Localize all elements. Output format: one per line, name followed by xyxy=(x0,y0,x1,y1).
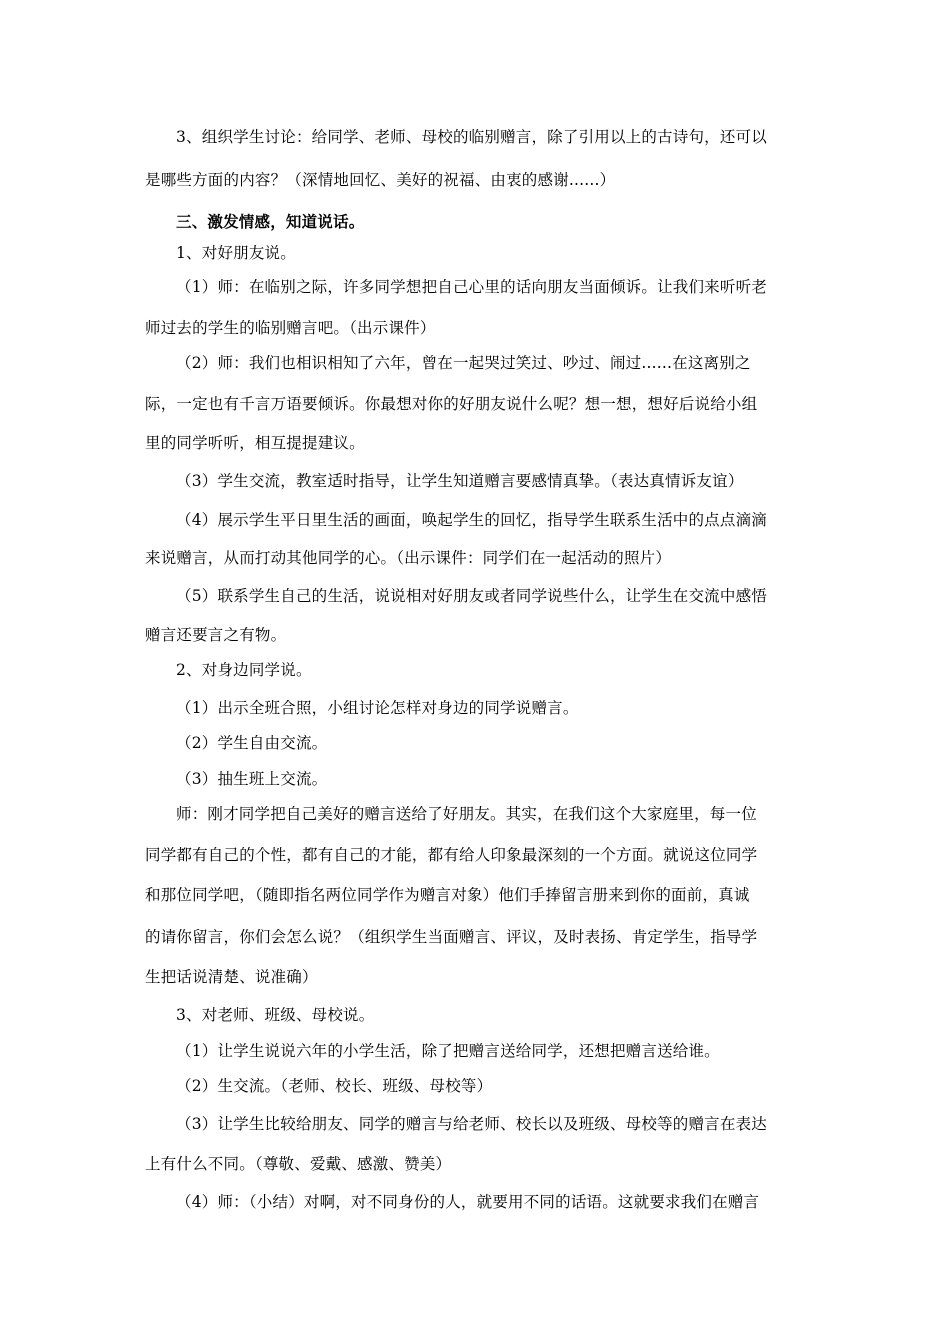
paragraph-line: 来说赠言，从而打动其他同学的心。（出示课件：同学们在一起活动的照片） xyxy=(145,549,672,567)
paragraph-line: 3、组织学生讨论：给同学、老师、母校的临别赠言，除了引用以上的古诗句，还可以 xyxy=(176,128,767,146)
paragraph-line: 赠言还要言之有物。 xyxy=(145,626,287,644)
paragraph-line: 际，一定也有千言万语要倾诉。你最想对你的好朋友说什么呢？想一想，想好后说给小组 xyxy=(145,395,758,413)
paragraph-line: （1）师：在临别之际，许多同学想把自己心里的话向朋友当面倾诉。让我们来听听老 xyxy=(176,278,767,296)
paragraph-line: 和那位同学吧，（随即指名两位同学作为赠言对象）他们手捧留言册来到你的面前，真诚 xyxy=(145,886,750,904)
paragraph-line: （5）联系学生自己的生活，说说相对好朋友或者同学说些什么，让学生在交流中感悟 xyxy=(176,587,767,605)
paragraph-line: 师过去的学生的临别赠言吧。（出示课件） xyxy=(145,319,436,337)
paragraph-line: （4）展示学生平日里生活的画面，唤起学生的回忆，指导学生联系生活中的点点滴滴 xyxy=(176,511,767,529)
subsection-heading: 3、对老师、班级、母校说。 xyxy=(176,1006,375,1024)
paragraph-line: （2）师：我们也相识相知了六年，曾在一起哭过笑过、吵过、闹过......在这离别之 xyxy=(176,354,751,372)
paragraph-line: 里的同学听听，相互提提建议。 xyxy=(145,434,365,452)
paragraph-line: （4）师：（小结）对啊，对不同身份的人，就要用不同的话语。这就要求我们在赠言 xyxy=(176,1193,760,1211)
paragraph-line: （1）出示全班合照，小组讨论怎样对身边的同学说赠言。 xyxy=(176,699,579,717)
subsection-heading: 2、对身边同学说。 xyxy=(176,661,312,679)
paragraph-line: （3）抽生班上交流。 xyxy=(176,770,328,788)
paragraph-line: 是哪些方面的内容？（深情地回忆、美好的祝福、由衷的感谢......） xyxy=(145,171,616,189)
paragraph-line: 上有什么不同。（尊敬、爱戴、感激、赞美） xyxy=(145,1155,452,1173)
paragraph-line: 同学都有自己的个性，都有自己的才能，都有给人印象最深刻的一个方面。就说这位同学 xyxy=(145,846,758,864)
section-heading: 三、激发情感，知道说话。 xyxy=(176,212,365,231)
paragraph-line: （3）学生交流，教室适时指导，让学生知道赠言要感情真挚。（表达真情诉友谊） xyxy=(176,472,744,490)
subsection-heading: 1、对好朋友说。 xyxy=(176,244,296,262)
paragraph-line: 的请你留言，你们会怎么说？（组织学生当面赠言、评议，及时表扬、肯定学生，指导学 xyxy=(145,928,758,946)
paragraph-line: 生把话说清楚、说准确） xyxy=(145,968,318,986)
paragraph-line: （2）学生自由交流。 xyxy=(176,734,328,752)
paragraph-line: （1）让学生说说六年的小学生活，除了把赠言送给同学，还想把赠言送给谁。 xyxy=(176,1042,720,1060)
paragraph-line: （2）生交流。（老师、校长、班级、母校等） xyxy=(176,1077,493,1095)
paragraph-line: （3）让学生比较给朋友、同学的赠言与给老师、校长以及班级、母校等的赠言在表达 xyxy=(176,1115,767,1133)
paragraph-line: 师：刚才同学把自己美好的赠言送给了好朋友。其实，在我们这个大家庭里，每一位 xyxy=(176,805,757,823)
